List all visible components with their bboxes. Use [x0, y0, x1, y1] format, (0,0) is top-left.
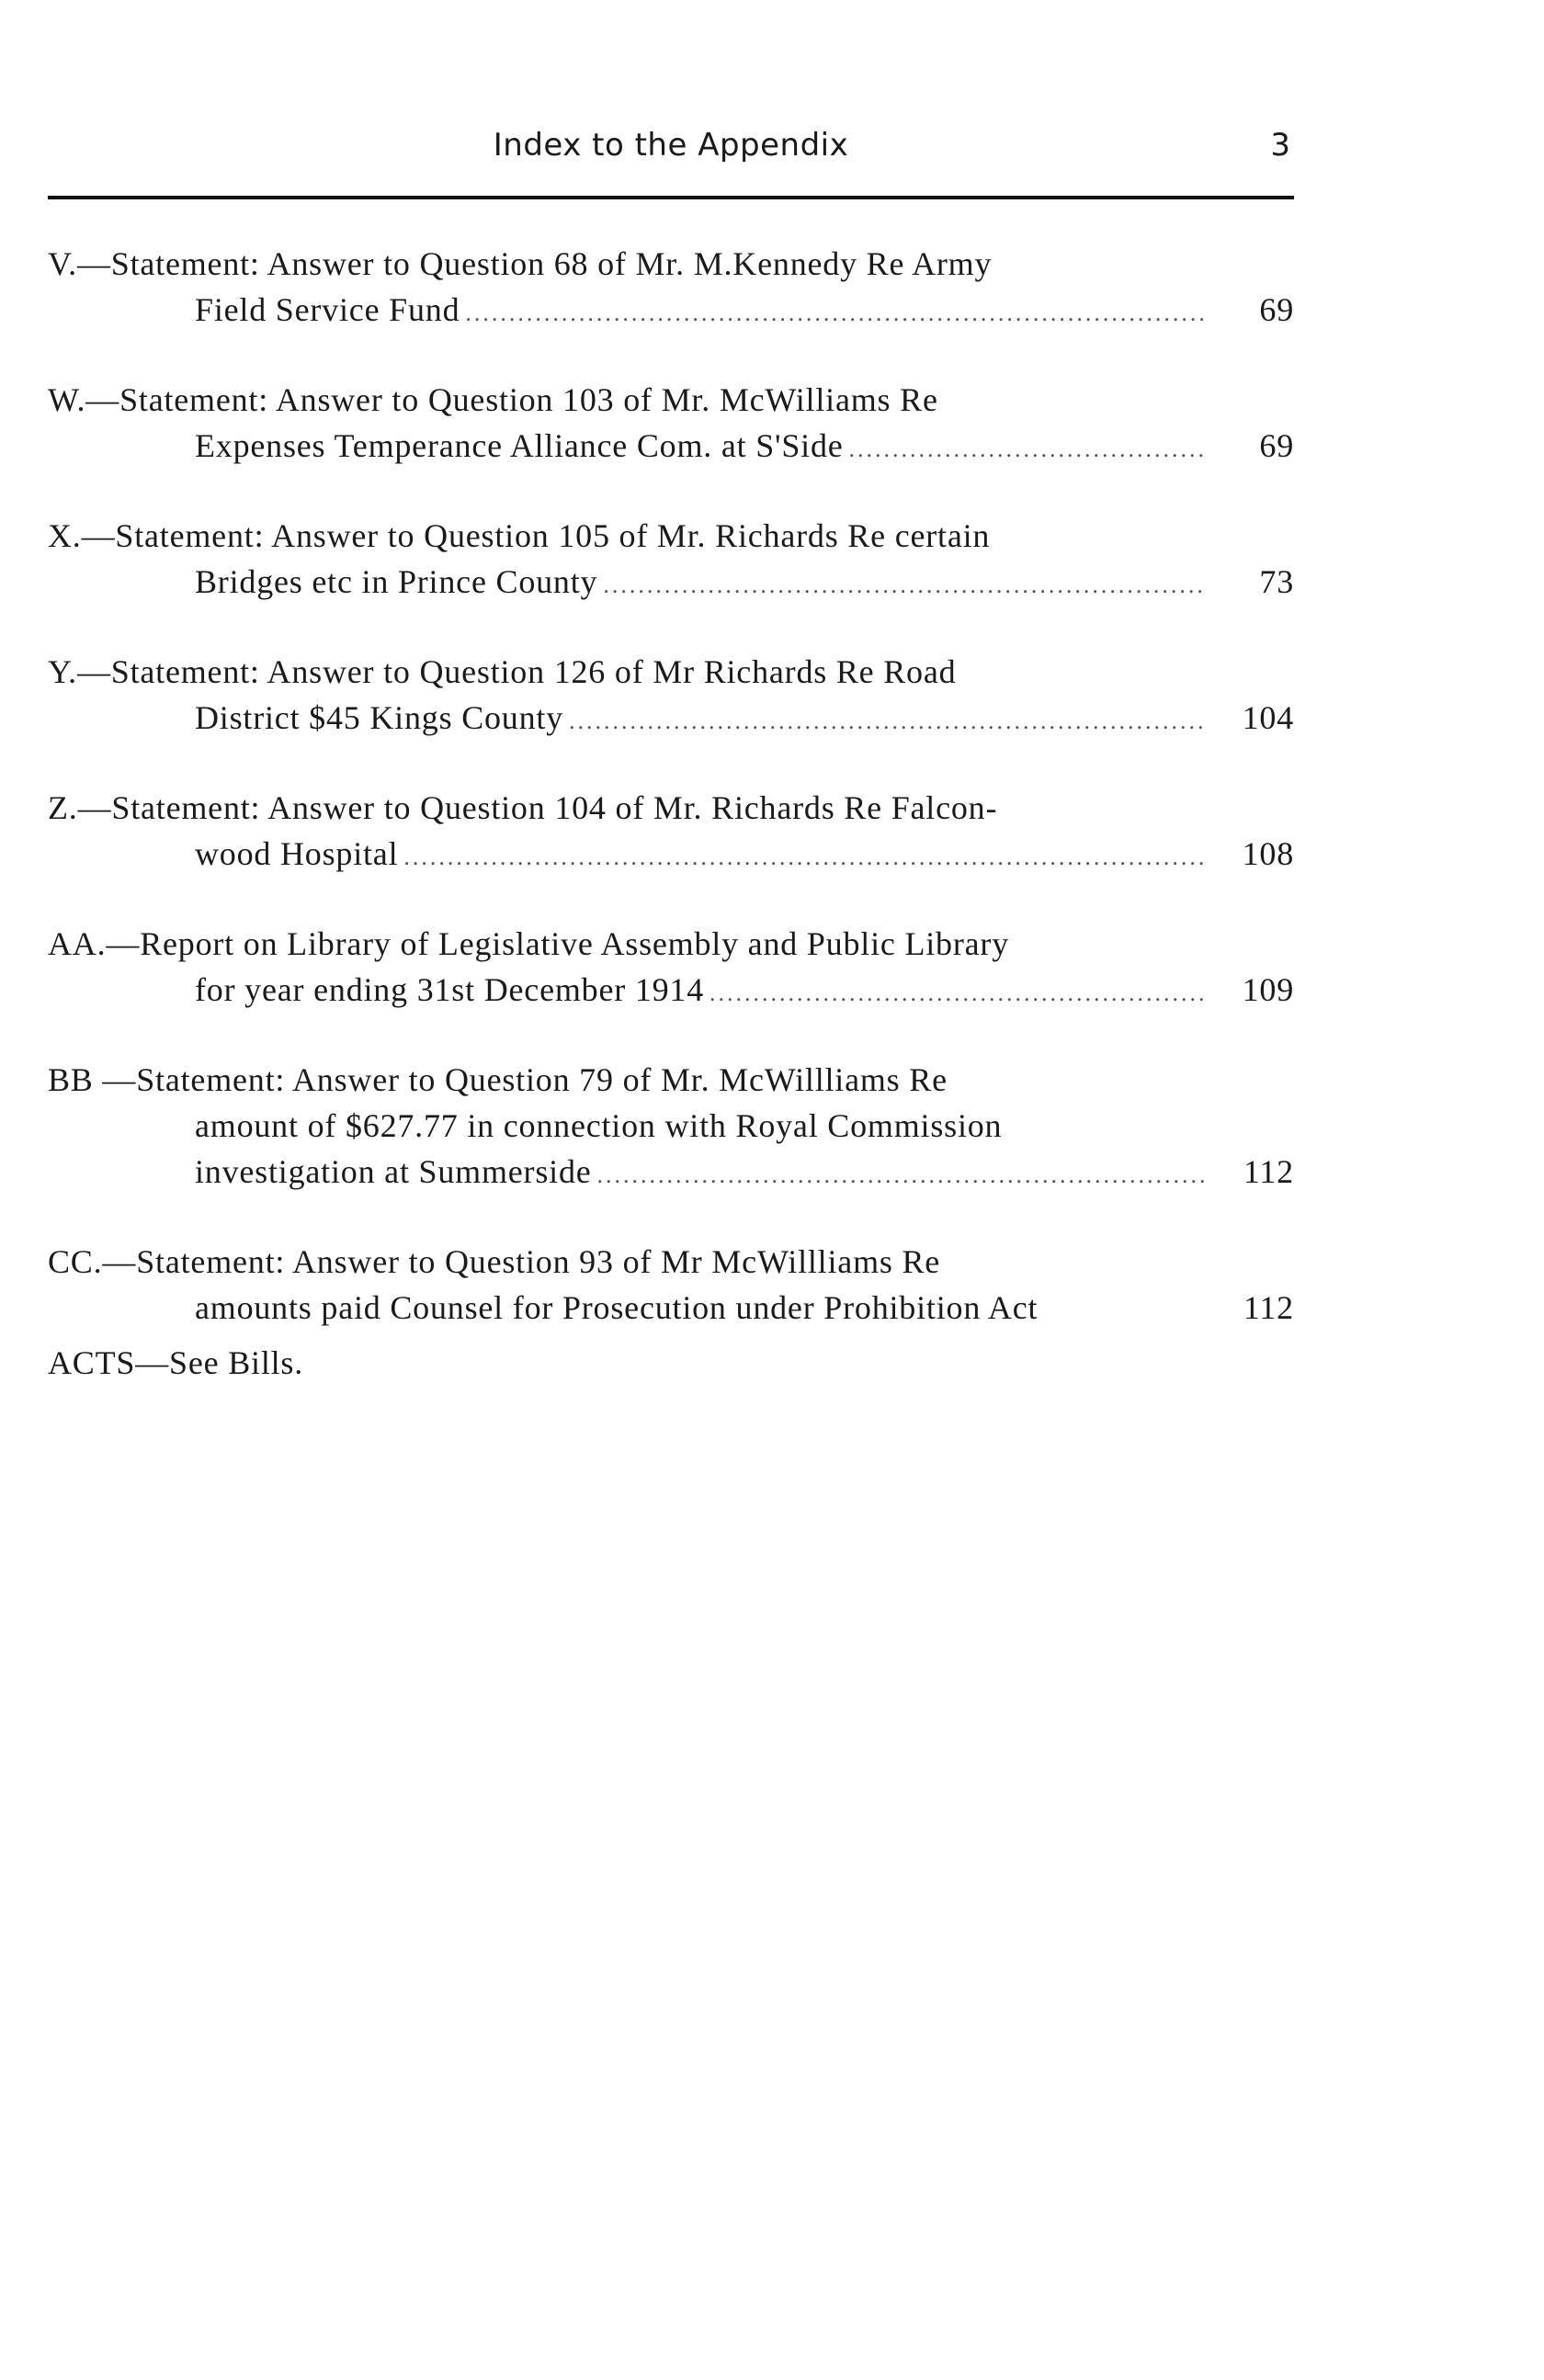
entry-leader-line — [48, 559, 1294, 608]
dot-leader — [597, 1152, 1206, 1198]
dot-leader — [710, 970, 1206, 1016]
entry-heading: BB —Statement: Answer to Question 79 of Mr. McWillliams Re — [48, 1061, 948, 1098]
header-rule — [48, 196, 1294, 199]
dot-leader — [849, 426, 1206, 472]
entry-page: 69 — [1259, 291, 1294, 328]
page-number: 3 — [1270, 127, 1290, 164]
entry-text: District $45 Kings County — [195, 699, 564, 736]
entry-leader-line — [48, 967, 1294, 1016]
entry-page: 104 — [1242, 699, 1294, 736]
entry-page: 112 — [1243, 1153, 1294, 1190]
running-head — [48, 127, 1294, 182]
index-entry-aa — [48, 921, 1294, 1016]
index-entries — [48, 241, 1294, 1386]
dot-leader — [569, 698, 1206, 744]
entry-page: 108 — [1242, 835, 1294, 872]
acts-cross-reference: ACTS—See Bills. — [48, 1344, 304, 1381]
entry-text: amounts paid Counsel for Prosecution under Prohibition Act — [195, 1289, 1039, 1326]
entry-heading: CC.—Statement: Answer to Question 93 of Mr McWillliams Re — [48, 1243, 941, 1280]
entry-leader-line — [48, 287, 1294, 336]
entry-leader-line — [48, 423, 1294, 472]
entry-leader-line — [48, 1149, 1294, 1198]
entry-heading: Y.—Statement: Answer to Question 126 of Mr Richards Re Road — [48, 653, 957, 690]
entry-page: 109 — [1242, 971, 1294, 1008]
dot-leader — [603, 562, 1206, 608]
entry-heading: AA.—Report on Library of Legislative Assembly and Public Library — [48, 925, 1009, 962]
page-title: Index to the Appendix — [493, 127, 849, 164]
entry-heading: Z.—Statement: Answer to Question 104 of Mr. Richards Re Falcon- — [48, 789, 998, 826]
index-entry-x — [48, 513, 1294, 608]
dot-leader — [403, 834, 1206, 880]
entry-text: Bridges etc in Prince County — [195, 563, 598, 600]
entry-text: for year ending 31st December 1914 — [195, 971, 705, 1008]
entry-leader-line — [48, 695, 1294, 744]
entry-text: Field Service Fund — [195, 291, 460, 328]
entry-continuation: amount of $627.77 in connection with Royal Commission — [195, 1107, 1003, 1144]
entry-text: investigation at Summerside — [195, 1153, 592, 1190]
index-entry-w — [48, 377, 1294, 472]
entry-page: 69 — [1259, 427, 1294, 464]
entry-page: 73 — [1259, 563, 1294, 600]
entry-heading: W.—Statement: Answer to Question 103 of Mr. McWilliams Re — [48, 381, 938, 418]
entry-text: Expenses Temperance Alliance Com. at S'Side — [195, 427, 844, 464]
entry-text: wood Hospital — [195, 835, 399, 872]
entry-leader-line — [48, 1285, 1294, 1331]
entry-heading: V.—Statement: Answer to Question 68 of Mr. M.Kennedy Re Army — [48, 245, 993, 282]
entry-heading: X.—Statement: Answer to Question 105 of Mr. Richards Re certain — [48, 517, 991, 554]
entry-leader-line — [48, 831, 1294, 880]
entry-page: 112 — [1243, 1289, 1294, 1326]
index-entry-cc — [48, 1239, 1294, 1331]
index-entry-bb — [48, 1057, 1294, 1198]
index-entry-z — [48, 785, 1294, 880]
index-entry-y — [48, 649, 1294, 744]
dot-leader — [465, 290, 1206, 336]
index-entry-v — [48, 241, 1294, 336]
